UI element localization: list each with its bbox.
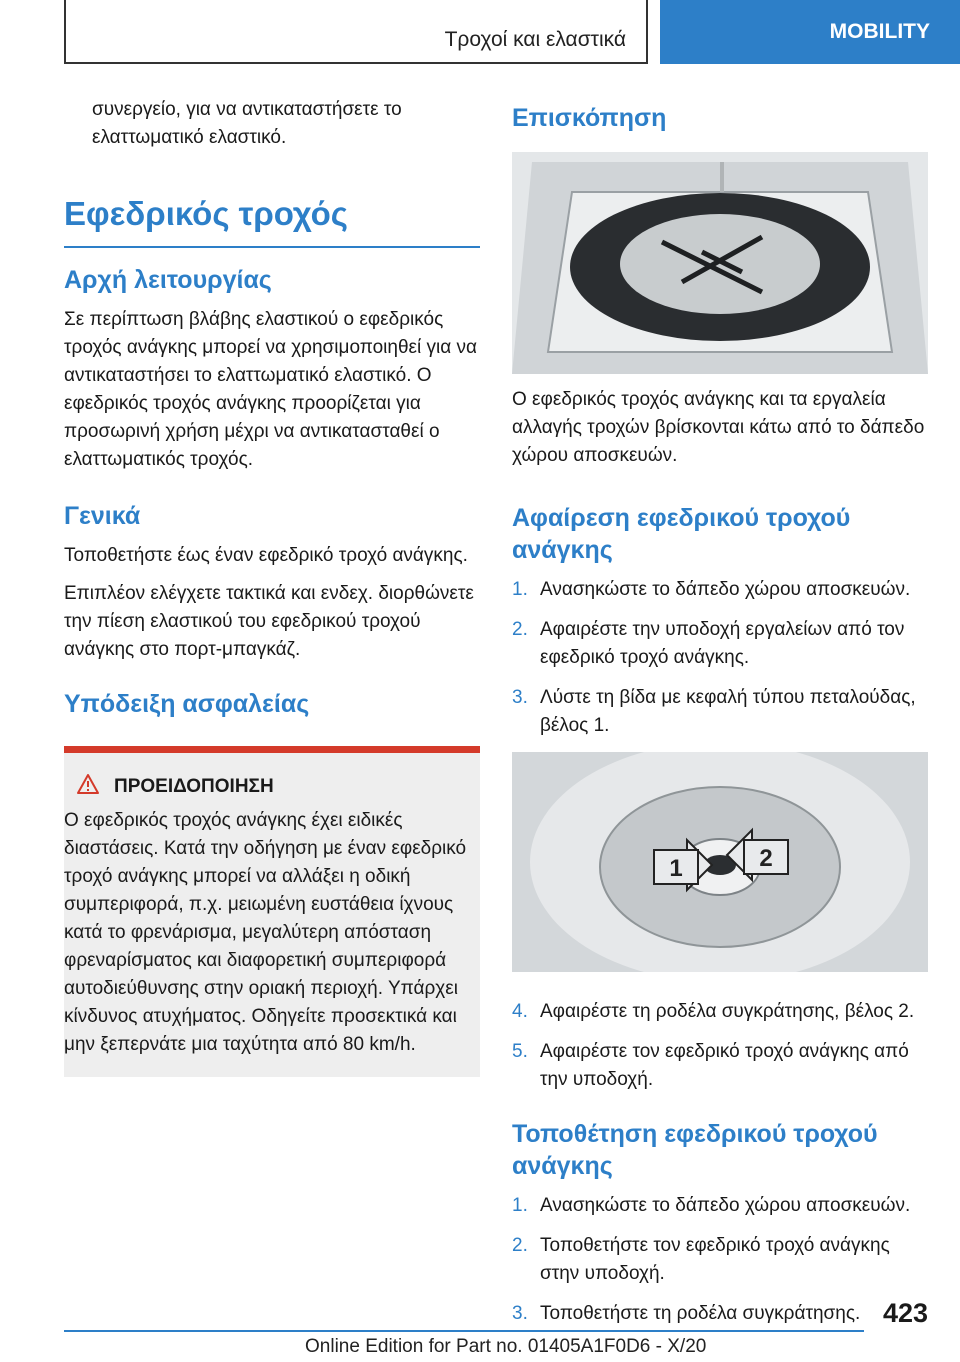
step-text: Αφαιρέστε τον εφεδρικό τροχό ανάγκης από την υποδοχή. (540, 1041, 909, 1090)
main-heading: Εφεδρικός τροχός (64, 194, 480, 248)
left-column (64, 96, 480, 1077)
warning-box (64, 746, 480, 1077)
principle-text: Σε περίπτωση βλάβης ελαστικού ο εφεδρικός τροχός ανάγκης μπορεί να χρησιμοποιηθεί για να αντικαταστήσει το ελαττωματικό ελαστικό. Ο εφεδρικός τροχός ανάγκης προορίζεται για προσωρινή χρήση μέχρι να αντικατασταθεί ο ελαττωματικός τροχός. (64, 309, 477, 470)
step-text: Αφαιρέστε την υποδοχή εργαλείων από τον εφεδρικό τροχό ανάγκης. (540, 619, 905, 668)
step-number: 3. (512, 1303, 528, 1324)
list-item (512, 1192, 928, 1220)
intro-text: συνεργείο, για να αντικαταστήσετε το ελαττωματικό ελαστικό. (92, 99, 402, 148)
spare-wheel-overview-image (512, 152, 928, 374)
step-number: 1. (512, 1195, 528, 1216)
list-item (512, 684, 928, 740)
step-number: 1. (512, 579, 528, 600)
overview-caption: Ο εφεδρικός τροχός ανάγκης και τα εργαλεία αλλαγής τροχών βρίσκονται κάτω από το δάπεδο χώρου αποσκευών. (512, 389, 925, 466)
warning-triangle-icon (76, 773, 100, 801)
header-box (64, 0, 648, 64)
general-text-2: Επιπλέον ελέγχετε τακτικά και ενδεχ. διορθώνετε την πίεση ελαστικού του εφεδρικού τροχού ανάγκης στο πορτ-μπαγκάζ. (64, 583, 474, 660)
step-text: Ανασηκώστε το δάπεδο χώρου αποσκευών. (540, 579, 911, 600)
removal-heading: Αφαίρεση εφεδρικού τροχού ανάγκης (512, 504, 851, 564)
step-text: Λύστε τη βίδα με κεφαλή τύπου πεταλούδας, βέλος 1. (540, 687, 916, 736)
arrow-label-1: 1 (669, 855, 683, 882)
wing-bolt-image (512, 752, 928, 972)
list-item (512, 1038, 928, 1094)
step-number: 2. (512, 1235, 528, 1256)
arrow-label-2: 2 (759, 845, 773, 872)
general-text-1: Τοποθετήστε έως έναν εφεδρικό τροχό ανάγκης. (64, 545, 468, 566)
install-heading: Τοποθέτηση εφεδρικού τροχού ανάγκης (512, 1120, 878, 1180)
footer-divider (64, 1330, 864, 1332)
list-item (512, 1232, 928, 1288)
list-item (512, 616, 928, 672)
safety-heading: Υπόδειξη ασφαλείας (64, 690, 310, 718)
warning-title: ΠΡΟΕΙΔΟΠΟΙΗΣΗ (114, 776, 274, 797)
install-steps-list (512, 1192, 928, 1328)
chapter-tab[interactable]: MOBILITY (660, 0, 960, 64)
step-text: Αφαιρέστε τη ροδέλα συγκράτησης, βέλος 2. (540, 1001, 915, 1022)
removal-steps-list-continued (512, 998, 928, 1094)
removal-steps-list (512, 576, 928, 740)
page-number: 423 (882, 1298, 928, 1328)
step-number: 4. (512, 1001, 528, 1022)
warning-title-row (64, 773, 480, 801)
list-item (512, 576, 928, 604)
general-heading: Γενικά (64, 502, 141, 530)
step-number: 3. (512, 687, 528, 708)
step-number: 2. (512, 619, 528, 640)
footer-edition-text: Online Edition for Part no. 01405A1F0D6 - X/20 (305, 1336, 707, 1357)
list-item (512, 998, 928, 1026)
list-item (512, 1300, 928, 1328)
section-title: Τροχοί και ελαστικά (444, 28, 626, 51)
overview-heading: Επισκόπηση (512, 104, 667, 132)
right-column (512, 96, 928, 1340)
step-text: Τοποθετήστε τον εφεδρικό τροχό ανάγκης στην υποδοχή. (540, 1235, 890, 1284)
step-text: Τοποθετήστε τη ροδέλα συγκράτησης. (540, 1303, 861, 1324)
principle-heading: Αρχή λειτουργίας (64, 266, 272, 294)
step-number: 5. (512, 1041, 528, 1062)
step-text: Ανασηκώστε το δάπεδο χώρου αποσκευών. (540, 1195, 911, 1216)
warning-text: Ο εφεδρικός τροχός ανάγκης έχει ειδικές διαστάσεις. Κατά την οδήγηση με έναν εφεδρικό τροχό ανάγκης μπορεί να αλλάξει η οδική συμπεριφορά, π.χ. μειωμένη ευστάθεια ίχνους κατά το φρενάρισμα, μεγαλύτερη απόσταση φρεναρίσματος και διαφορετική συμπεριφορά αυτοδιεύθυνσης στην οριακή περιοχή. Υπάρχει κίνδυνος ατυχήματος. Οδηγείτε προσεκτικά και μην ξεπερνάτε μια ταχύτητα από 80 km/h. (64, 810, 467, 1055)
